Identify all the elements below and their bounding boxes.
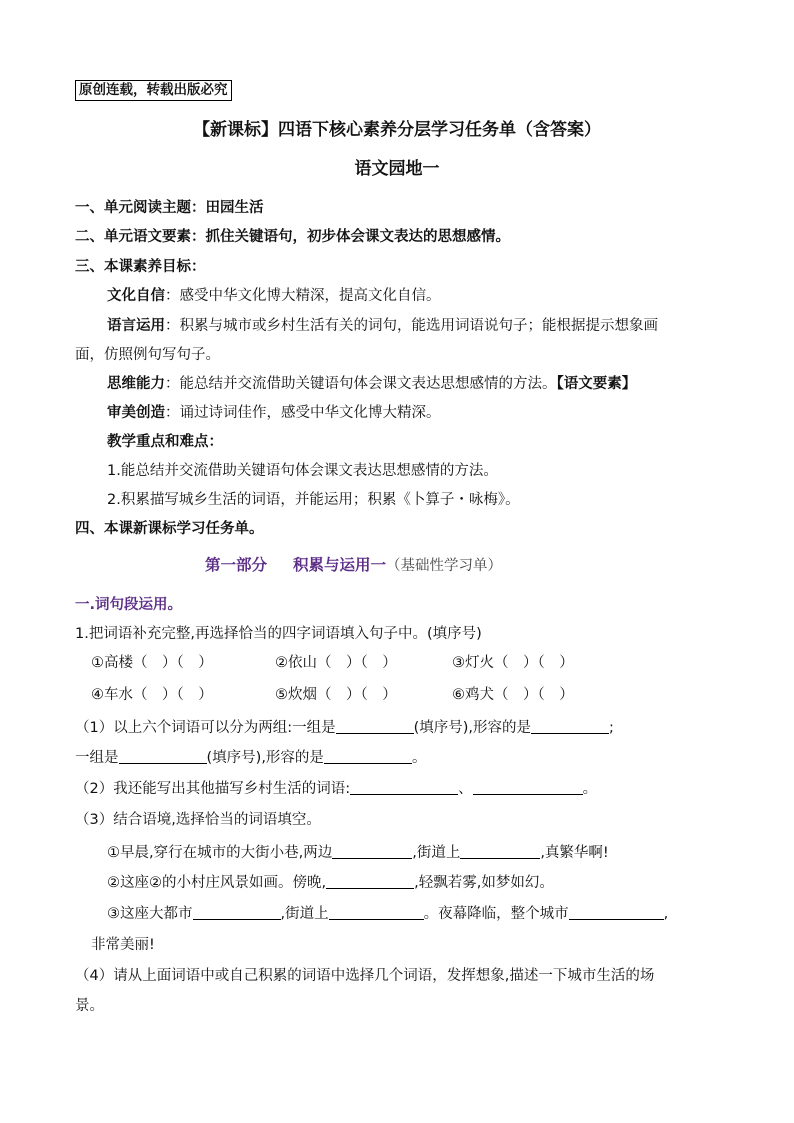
question-1: 1.把词语补充完整,再选择恰当的四字词语填入句子中。(填序号) (75, 626, 482, 642)
q1-1-text-a: （1）以上六个词语可以分为两组:一组是 (75, 720, 336, 736)
s1-text-c: ,真繁华啊! (540, 845, 609, 861)
goal-aesthetic-text: ：诵过诗词佳作，感受中华文化博大精深。 (165, 405, 441, 421)
goal-culture-label: 文化自信 (107, 288, 165, 304)
s3-text-d: , (663, 906, 669, 922)
word-item-1: ①高楼（ ）（ ） (91, 655, 213, 671)
q1-2-text-a: （2）我还能写出其他描写乡村生活的词语: (75, 781, 351, 797)
sentence-3-cont: 非常美丽! (91, 937, 155, 953)
sentence-3 (107, 904, 668, 924)
section-1 (75, 198, 264, 218)
copyright-stamp: 原创连载，转载出版必究 (75, 80, 232, 101)
q1-1-text-d: 一组是 (75, 750, 119, 766)
answer-blank[interactable] (350, 779, 458, 795)
part-1-note: （基础性学习单） (386, 558, 503, 574)
question-1-2 (75, 779, 597, 799)
s3-text-b: ,街道上 (280, 906, 329, 922)
word-item-4: ④车水（ ）（ ） (91, 687, 213, 703)
q1-2-text-c: 。 (582, 781, 598, 797)
goal-culture (107, 286, 441, 306)
answer-blank[interactable] (324, 748, 412, 764)
part-1-title: 第一部分 (205, 556, 268, 574)
s1-text-a: ①早晨,穿行在城市的大街小巷,两边 (107, 845, 333, 861)
goal-thinking-tag: 【语文要素】 (556, 376, 637, 392)
s2-text-b: ,轻飘若雾,如梦如幻。 (414, 875, 554, 891)
answer-blank[interactable] (336, 718, 414, 734)
key-points-label: 教学重点和难点： (107, 434, 223, 450)
q1-1-text-c: ; (609, 720, 614, 736)
word-item-3: ③灯火（ ）（ ） (452, 655, 574, 671)
goal-thinking (107, 374, 636, 394)
s3-text-c: 。夜幕降临，整个城市 (423, 906, 569, 922)
question-1-3: （3）结合语境,选择恰当的词语填空。 (75, 812, 321, 828)
word-item-5: ⑤炊烟（ ）（ ） (275, 687, 397, 703)
goal-language-text: ：积累与城市或乡村生活有关的词句，能选用词语说句子；能根据提示想象画 (165, 318, 658, 334)
section-1-value: 田园生活 (205, 200, 264, 216)
q1-1-text-b: (填序号),形容的是 (413, 720, 532, 736)
goal-language (107, 316, 658, 336)
part-1-heading (205, 555, 502, 576)
answer-blank[interactable] (326, 873, 414, 889)
answer-blank[interactable] (473, 779, 583, 795)
goal-language-label: 语言运用 (107, 318, 165, 334)
part-1-name: 积累与运用一 (293, 556, 387, 574)
goal-thinking-text: ：能总结并交流借助关键语句体会课文表达思想感情的方法。 (165, 376, 557, 392)
answer-blank[interactable] (531, 718, 609, 734)
answer-blank[interactable] (193, 904, 281, 920)
goal-thinking-label: 思维能力 (107, 376, 165, 392)
q1-1-text-f: 。 (411, 750, 427, 766)
word-item-2: ②依山（ ）（ ） (275, 655, 397, 671)
goal-culture-text: ：感受中华文化博大精深，提高文化自信。 (165, 288, 441, 304)
answer-blank[interactable] (569, 904, 664, 920)
sentence-1 (107, 843, 609, 863)
sentence-2 (107, 873, 554, 893)
goal-aesthetic-label: 审美创造 (107, 405, 165, 421)
question-1-1-line-1 (75, 718, 614, 738)
answer-blank[interactable] (119, 748, 207, 764)
section-1-label: 一、单元阅读主题： (75, 200, 206, 216)
section-3: 三、本课素养目标： (75, 259, 206, 275)
worksheet-title: 【新课标】四语下核心素养分层学习任务单（含答案） (193, 120, 601, 140)
question-1-4-line-2: 景。 (75, 998, 104, 1014)
key-point-2: 2.积累描写城乡生活的词语，并能运用；积累《卜算子・咏梅》。 (107, 492, 520, 508)
section-4: 四、本课新课标学习任务单。 (75, 521, 264, 537)
answer-blank[interactable] (332, 843, 412, 859)
subsection-1: 一.词句段运用。 (75, 597, 183, 613)
goal-language-cont: 面，仿照例句写句子。 (75, 347, 220, 363)
q1-1-text-e: (填序号),形容的是 (206, 750, 324, 766)
lesson-subtitle: 语文园地一 (354, 159, 440, 179)
goal-aesthetic (107, 403, 441, 423)
s1-text-b: ,街道上 (412, 845, 461, 861)
answer-blank[interactable] (460, 843, 540, 859)
answer-blank[interactable] (329, 904, 424, 920)
section-2: 二、单元语文要素：抓住关键语句，初步体会课文表达的思想感情。 (75, 229, 510, 245)
question-1-1-line-2 (75, 748, 426, 768)
s2-text-a: ②这座②的小村庄风景如画。傍晚, (107, 875, 327, 891)
word-item-6: ⑥鸡犬（ ）（ ） (452, 687, 574, 703)
q1-2-text-b: 、 (458, 781, 473, 797)
key-point-1: 1.能总结并交流借助关键语句体会课文表达思想感情的方法。 (107, 463, 498, 479)
s3-text-a: ③这座大都市 (107, 906, 193, 922)
question-1-4-line-1: （4）请从上面词语中或自己积累的词语中选择几个词语，发挥想象,描述一下城市生活的场 (75, 968, 655, 984)
